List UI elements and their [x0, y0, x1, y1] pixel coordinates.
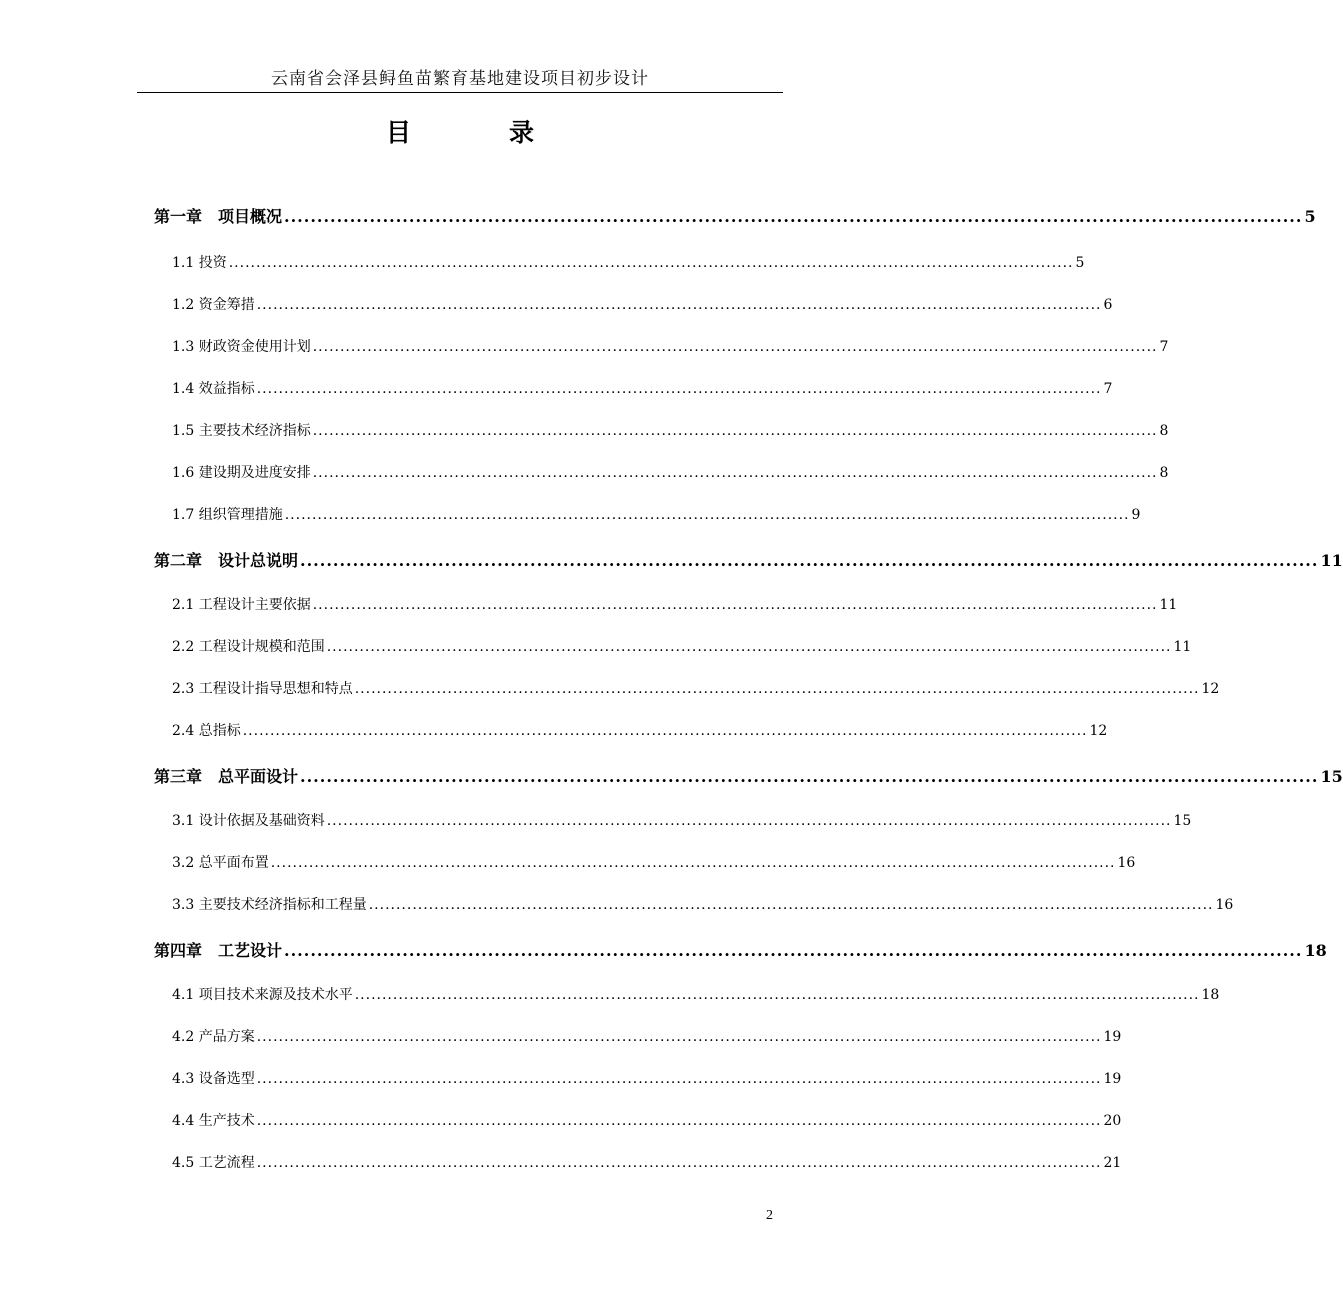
- dot-leader: ...........................................................................................................................................................: [242, 723, 1088, 739]
- toc-page-number: 9: [1131, 507, 1141, 523]
- toc-section-entry[interactable]: [154, 594, 1178, 615]
- toc-page-number: 7: [1103, 381, 1113, 397]
- toc-section-entry[interactable]: [154, 1068, 1122, 1089]
- toc-entry-label: [154, 204, 282, 227]
- toc-entry-label: 2.4 总指标: [172, 723, 241, 739]
- toc-page-number: 12: [1089, 723, 1108, 739]
- dot-leader: ...........................................................................................................................................................: [312, 339, 1158, 355]
- toc-section-entry[interactable]: [154, 1026, 1122, 1047]
- chapter-number: 第四章: [154, 941, 203, 960]
- toc-entry-label: 2.2 工程设计规模和范围: [172, 639, 325, 655]
- dot-leader: ...........................................................................................................................................................: [228, 255, 1074, 271]
- toc-section-entry[interactable]: [154, 378, 1113, 399]
- toc-page-number: 12: [1201, 681, 1220, 697]
- toc-page-number: 11: [1159, 597, 1178, 613]
- toc-section-entry[interactable]: [154, 636, 1192, 657]
- toc-entry-label: 4.3 设备选型: [172, 1071, 255, 1087]
- dot-leader: ...........................................................................................................................................................: [312, 423, 1158, 439]
- toc-entry-label: 1.7 组织管理措施: [172, 507, 283, 523]
- dot-leader: ...........................................................................................................................................................: [284, 941, 1303, 960]
- toc-entry-label: 3.2 总平面布置: [172, 855, 269, 871]
- toc-chapter-entry[interactable]: [154, 764, 1343, 786]
- toc-page-number: 15: [1320, 767, 1343, 786]
- toc-section-entry[interactable]: [154, 1110, 1122, 1131]
- toc-entry-label: 4.2 产品方案: [172, 1029, 255, 1045]
- dot-leader: ...........................................................................................................................................................: [270, 855, 1116, 871]
- toc-entry-label: 2.1 工程设计主要依据: [172, 597, 311, 613]
- toc-entry-label: 1.1 投资: [172, 255, 227, 271]
- toc-page-number: 11: [1173, 639, 1192, 655]
- dot-leader: ...........................................................................................................................................................: [256, 1071, 1102, 1087]
- running-header: 云南省会泽县鲟鱼苗繁育基地建设项目初步设计: [271, 69, 649, 89]
- toc-entry-label: 1.4 效益指标: [172, 381, 255, 397]
- toc-section-entry[interactable]: [154, 294, 1113, 315]
- toc-page-number: 21: [1103, 1155, 1122, 1171]
- chapter-title: 工艺设计: [218, 941, 283, 960]
- toc-page-number: 8: [1159, 423, 1169, 439]
- toc-chapter-entry[interactable]: [154, 204, 1316, 226]
- toc-entry-label: 4.4 生产技术: [172, 1113, 255, 1129]
- toc-section-entry[interactable]: [154, 336, 1169, 357]
- toc-section-entry[interactable]: [154, 852, 1136, 873]
- toc-entry-label: 3.3 主要技术经济指标和工程量: [172, 897, 367, 913]
- dot-leader: ...........................................................................................................................................................: [354, 681, 1200, 697]
- toc-entry-label: 2.3 工程设计指导思想和特点: [172, 681, 353, 697]
- toc-entry-label: 4.5 工艺流程: [172, 1155, 255, 1171]
- dot-leader: ...........................................................................................................................................................: [300, 767, 1319, 786]
- toc-title-char-2: 录: [509, 118, 535, 147]
- dot-leader: ...........................................................................................................................................................: [284, 207, 1303, 226]
- toc-page-number: 5: [1075, 255, 1085, 271]
- page-number: 2: [766, 1208, 773, 1223]
- toc-page-number: 6: [1103, 297, 1113, 313]
- toc-chapter-entry[interactable]: [154, 938, 1327, 960]
- toc-section-entry[interactable]: [154, 984, 1220, 1005]
- dot-leader: ...........................................................................................................................................................: [256, 1029, 1102, 1045]
- toc-page-number: 20: [1103, 1113, 1122, 1129]
- toc-section-entry[interactable]: [154, 678, 1220, 699]
- toc-section-entry[interactable]: [154, 420, 1169, 441]
- toc-section-entry[interactable]: [154, 504, 1141, 525]
- chapter-number: 第三章: [154, 767, 203, 786]
- toc-section-entry[interactable]: [154, 810, 1192, 831]
- dot-leader: ...........................................................................................................................................................: [312, 465, 1158, 481]
- dot-leader: ...........................................................................................................................................................: [256, 381, 1102, 397]
- dot-leader: ...........................................................................................................................................................: [368, 897, 1214, 913]
- toc-page-number: 19: [1103, 1029, 1122, 1045]
- toc-section-entry[interactable]: [154, 894, 1234, 915]
- toc-title-char-1: 目: [385, 118, 411, 147]
- toc-page-number: 16: [1215, 897, 1234, 913]
- toc-page-number: 11: [1320, 551, 1343, 570]
- toc-entry-label: 4.1 项目技术来源及技术水平: [172, 987, 353, 1003]
- toc-entry-label: 3.1 设计依据及基础资料: [172, 813, 325, 829]
- chapter-number: 第一章: [154, 207, 203, 226]
- dot-leader: ...........................................................................................................................................................: [326, 813, 1172, 829]
- dot-leader: ...........................................................................................................................................................: [256, 1155, 1102, 1171]
- toc-section-entry[interactable]: [154, 252, 1085, 273]
- toc-entry-label: 1.5 主要技术经济指标: [172, 423, 311, 439]
- dot-leader: ...........................................................................................................................................................: [300, 551, 1319, 570]
- toc-entry-label: 1.3 财政资金使用计划: [172, 339, 311, 355]
- toc-section-entry[interactable]: [154, 720, 1108, 741]
- toc-entry-label: [154, 938, 282, 961]
- toc-entry-label: 1.6 建设期及进度安排: [172, 465, 311, 481]
- toc-entry-label: [154, 764, 298, 787]
- toc-chapter-entry[interactable]: [154, 548, 1343, 570]
- dot-leader: ...........................................................................................................................................................: [354, 987, 1200, 1003]
- dot-leader: ...........................................................................................................................................................: [256, 1113, 1102, 1129]
- chapter-title: 项目概况: [218, 207, 283, 226]
- toc-section-entry[interactable]: [154, 1152, 1122, 1173]
- toc-page-number: 19: [1103, 1071, 1122, 1087]
- dot-leader: ...........................................................................................................................................................: [326, 639, 1172, 655]
- dot-leader: ...........................................................................................................................................................: [256, 297, 1102, 313]
- dot-leader: ...........................................................................................................................................................: [284, 507, 1130, 523]
- toc-title: [0, 113, 920, 149]
- chapter-title: 设计总说明: [218, 551, 299, 570]
- dot-leader: ...........................................................................................................................................................: [312, 597, 1158, 613]
- toc-page-number: 5: [1304, 207, 1316, 226]
- toc-section-entry[interactable]: [154, 462, 1169, 483]
- toc-page-number: 8: [1159, 465, 1169, 481]
- toc-page-number: 15: [1173, 813, 1192, 829]
- toc-entry-label: [154, 548, 298, 571]
- toc-page-number: 18: [1304, 941, 1327, 960]
- toc-page-number: 18: [1201, 987, 1220, 1003]
- chapter-title: 总平面设计: [218, 767, 299, 786]
- chapter-number: 第二章: [154, 551, 203, 570]
- toc-entry-label: 1.2 资金筹措: [172, 297, 255, 313]
- header-rule: [137, 92, 783, 93]
- toc-page-number: 7: [1159, 339, 1169, 355]
- toc-page-number: 16: [1117, 855, 1136, 871]
